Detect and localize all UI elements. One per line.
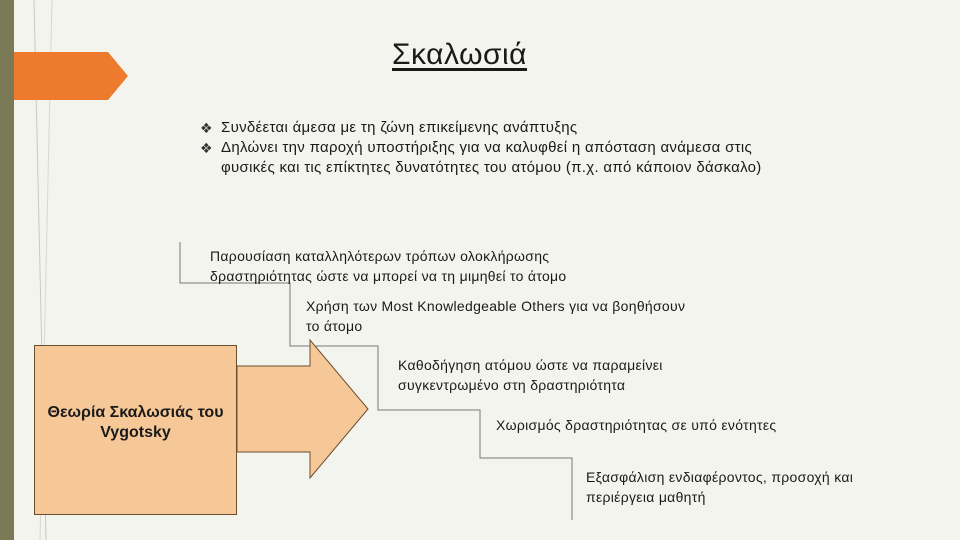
diamond-bullet-icon: ❖ <box>200 140 213 156</box>
accent-banner <box>14 52 128 100</box>
bullet-item <box>200 118 800 138</box>
bullet-text: Δηλώνει την παροχή υποστήριξης για να καλυφθεί η απόσταση ανάμεσα στις φυσικές και τις επίκτητες δυνατότητες του ατόμου (π.χ. από κάποιον δάσκαλο) <box>221 139 762 176</box>
step-2: Χρήση των Most Knowledgeable Others για να βοηθήσουν το άτομο <box>306 298 686 334</box>
bullet-item <box>200 138 800 178</box>
step-5: Εξασφάλιση ενδιαφέροντος, προσοχή και περιέργεια μαθητή <box>586 469 854 505</box>
sidebar-bar <box>0 0 14 540</box>
slide-title: Σκαλωσιά <box>392 38 528 71</box>
step-3: Καθοδήγηση ατόμου ώστε να παραμείνει συγκεντρωμένο στη δραστηριότητα <box>398 357 663 393</box>
step-4: Χωρισμός δραστηριότητας σε υπό ενότητες <box>496 417 777 433</box>
bullet-list <box>200 118 800 178</box>
step-1: Παρουσίαση καταλληλότερων τρόπων ολοκλήρωσης δραστηριότητας ώστε να μπορεί να τη μιμηθεί το άτομο <box>210 248 567 284</box>
diamond-bullet-icon: ❖ <box>200 120 213 136</box>
theory-arrow <box>237 340 368 478</box>
theory-label: Θεωρία Σκαλωσιάς του Vygotsky <box>47 404 224 441</box>
bullet-text: Συνδέεται άμεσα με τη ζώνη επικείμενης ανάπτυξης <box>221 119 578 136</box>
